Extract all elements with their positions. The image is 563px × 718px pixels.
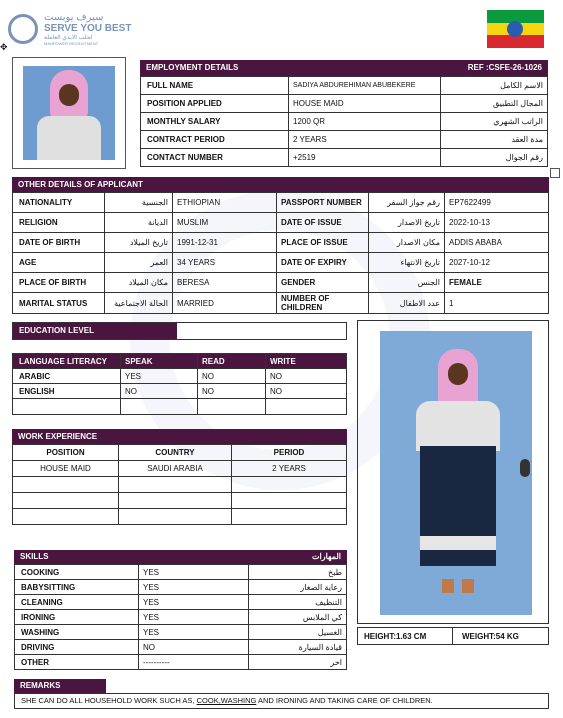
country-column-header: COUNTRY xyxy=(119,445,232,461)
other-v2-cell: EP7622499 xyxy=(445,193,549,213)
other-l1-cell: MARITAL STATUS xyxy=(13,293,105,314)
work-experience-section xyxy=(12,429,347,525)
other-a2-cell: مكان الاصدار xyxy=(369,233,445,253)
table-row xyxy=(15,625,347,640)
skills-header xyxy=(14,550,347,564)
other-l2-cell: NUMBER OF CHILDREN xyxy=(277,293,369,314)
skill-label: COOKING xyxy=(15,565,139,580)
other-l1-cell: AGE xyxy=(13,253,105,273)
table-row xyxy=(13,399,347,415)
education-section xyxy=(12,322,347,340)
other-l2-cell: PASSPORT NUMBER xyxy=(277,193,369,213)
other-a2-cell: رقم جواز السفر xyxy=(369,193,445,213)
table-row xyxy=(141,95,548,113)
full-body-photo-frame xyxy=(357,320,549,624)
position-label: POSITION APPLIED xyxy=(141,95,289,113)
table-row xyxy=(13,233,549,253)
employment-title: EMPLOYMENT DETAILS xyxy=(146,63,239,72)
remarks-section xyxy=(14,679,549,709)
language-header-row xyxy=(13,354,347,369)
work-experience-table xyxy=(12,444,347,525)
table-row xyxy=(13,293,549,314)
table-row xyxy=(15,655,347,670)
arabic-speak: YES xyxy=(121,369,198,384)
arabic-write: NO xyxy=(266,369,347,384)
skill-label: DRIVING xyxy=(15,640,139,655)
logo-arabic-name: سيرف يوبست xyxy=(44,12,104,23)
other-v1-cell: 34 YEARS xyxy=(173,253,277,273)
contact-label: CONTACT NUMBER xyxy=(141,149,289,167)
skill-value: NO xyxy=(139,640,249,655)
read-header: READ xyxy=(198,354,266,369)
remarks-text xyxy=(14,693,549,709)
skill-label: CLEANING xyxy=(15,595,139,610)
contact-value: +2519 xyxy=(289,149,441,167)
table-row xyxy=(15,565,347,580)
table-row xyxy=(141,113,548,131)
weight-value: WEIGHT:54 KG xyxy=(462,632,519,641)
work-country: SAUDI ARABIA xyxy=(119,461,232,477)
company-logo xyxy=(8,12,148,48)
other-v2-cell: 1 xyxy=(445,293,549,314)
skill-label: IRONING xyxy=(15,610,139,625)
portrait-photo-frame xyxy=(12,57,126,169)
other-a1-cell: العمر xyxy=(105,253,173,273)
skill-arabic: قيادة السيارة xyxy=(249,640,347,655)
other-details-header: OTHER DETAILS OF APPLICANT xyxy=(12,177,549,192)
other-l2-cell: DATE OF EXPIRY xyxy=(277,253,369,273)
skills-table xyxy=(14,564,347,670)
other-l2-cell: DATE OF ISSUE xyxy=(277,213,369,233)
period-column-header: PERIOD xyxy=(232,445,347,461)
remarks-text-before: SHE CAN DO ALL HOUSEHOLD WORK SUCH AS, xyxy=(21,696,197,705)
other-details-table xyxy=(12,192,549,314)
contract-value: 2 YEARS xyxy=(289,131,441,149)
skill-value: ---------- xyxy=(139,655,249,670)
logo-name: SERVE YOU BEST xyxy=(44,23,132,34)
logo-mark-icon xyxy=(8,14,38,44)
full-name-label: FULL NAME xyxy=(141,77,289,95)
table-row xyxy=(13,213,549,233)
measurements-bar xyxy=(357,627,549,645)
work-experience-header: WORK EXPERIENCE xyxy=(12,429,347,444)
other-v2-cell: 2022-10-13 xyxy=(445,213,549,233)
english-speak: NO xyxy=(121,384,198,399)
skill-label: WASHING xyxy=(15,625,139,640)
other-a2-cell: الجنس xyxy=(369,273,445,293)
skill-value: YES xyxy=(139,625,249,640)
education-header: EDUCATION LEVEL xyxy=(13,323,177,339)
table-row xyxy=(13,461,347,477)
position-value: HOUSE MAID xyxy=(289,95,441,113)
write-header: WRITE xyxy=(266,354,347,369)
skill-arabic: التنظيف xyxy=(249,595,347,610)
other-a2-cell: عدد الاطفال xyxy=(369,293,445,314)
language-table xyxy=(12,353,347,415)
full-name-value: SADIYA ABDUREHIMAN ABUBEKERE xyxy=(289,77,441,95)
portrait-photo xyxy=(23,66,115,160)
table-row xyxy=(141,77,548,95)
other-v1-cell: ETHIOPIAN xyxy=(173,193,277,213)
skill-value: YES xyxy=(139,580,249,595)
table-row xyxy=(13,273,549,293)
position-column-header: POSITION xyxy=(13,445,119,461)
other-a2-cell: تاريخ الانتهاء xyxy=(369,253,445,273)
move-handle-icon[interactable]: ✥ xyxy=(0,42,8,52)
work-header-row xyxy=(13,445,347,461)
speak-header: SPEAK xyxy=(121,354,198,369)
other-details-section xyxy=(12,177,549,314)
skill-value: YES xyxy=(139,565,249,580)
other-v2-cell: ADDIS ABABA xyxy=(445,233,549,253)
other-v2-cell: FEMALE xyxy=(445,273,549,293)
arabic-read: NO xyxy=(198,369,266,384)
table-row xyxy=(13,193,549,213)
table-row xyxy=(15,595,347,610)
table-row xyxy=(13,253,549,273)
employment-table xyxy=(140,76,548,167)
flag-emblem-icon xyxy=(507,21,523,37)
other-a1-cell: الديانة xyxy=(105,213,173,233)
skills-title: SKILLS xyxy=(20,552,49,561)
skill-label: OTHER xyxy=(15,655,139,670)
logo-tagline-arabic: لجلب الايدي العاملة xyxy=(44,35,93,41)
salary-label: MONTHLY SALARY xyxy=(141,113,289,131)
arabic-language-label: ARABIC xyxy=(13,369,121,384)
employment-header xyxy=(140,60,548,76)
other-a1-cell: مكان الميلاد xyxy=(105,273,173,293)
work-period: 2 YEARS xyxy=(232,461,347,477)
work-position: HOUSE MAID xyxy=(13,461,119,477)
skill-arabic: رعاية الصغار xyxy=(249,580,347,595)
table-row xyxy=(13,369,347,384)
table-row xyxy=(141,131,548,149)
salary-arabic: الراتب الشهري xyxy=(441,113,548,131)
skill-arabic: الغسيل xyxy=(249,625,347,640)
remarks-header: REMARKS xyxy=(14,679,106,693)
reference-number: REF :CSFE-26-1026 xyxy=(467,63,542,72)
skill-value: YES xyxy=(139,610,249,625)
table-row xyxy=(15,640,347,655)
skill-value: YES xyxy=(139,595,249,610)
other-a1-cell: تاريخ الميلاد xyxy=(105,233,173,253)
other-v1-cell: MUSLIM xyxy=(173,213,277,233)
other-l1-cell: PLACE OF BIRTH xyxy=(13,273,105,293)
height-value: HEIGHT:1.63 CM xyxy=(364,632,427,641)
table-row xyxy=(15,610,347,625)
other-v1-cell: MARRIED xyxy=(173,293,277,314)
skills-title-arabic: المهارات xyxy=(311,552,341,561)
language-literacy-header: LANGUAGE LITERACY xyxy=(13,354,121,369)
other-l2-cell: PLACE OF ISSUE xyxy=(277,233,369,253)
table-row xyxy=(15,580,347,595)
contract-arabic: مدة العقد xyxy=(441,131,548,149)
full-name-arabic: الاسم الكامل xyxy=(441,77,548,95)
english-language-label: ENGLISH xyxy=(13,384,121,399)
other-v1-cell: 1991-12-31 xyxy=(173,233,277,253)
logo-tagline: MANPOWER RECRUITMENT xyxy=(44,41,99,46)
table-row xyxy=(141,149,548,167)
ethiopia-flag xyxy=(487,10,544,48)
skill-arabic: كي الملابس xyxy=(249,610,347,625)
skills-section xyxy=(14,550,347,670)
remarks-text-after: AND IRONING AND TAKING CARE OF CHILDREN. xyxy=(256,696,433,705)
employment-details-section xyxy=(140,60,548,167)
other-l1-cell: RELIGION xyxy=(13,213,105,233)
other-v2-cell: 2027-10-12 xyxy=(445,253,549,273)
contract-label: CONTRACT PERIOD xyxy=(141,131,289,149)
other-a1-cell: الحالة الاجتماعية xyxy=(105,293,173,314)
position-arabic: المجال التطبيق xyxy=(441,95,548,113)
table-row xyxy=(13,384,347,399)
other-a2-cell: تاريخ الاصدار xyxy=(369,213,445,233)
other-l1-cell: DATE OF BIRTH xyxy=(13,233,105,253)
other-v1-cell: BERESA xyxy=(173,273,277,293)
remarks-text-underlined: COOK,WASHING xyxy=(196,696,257,705)
full-body-photo xyxy=(380,331,532,615)
skill-arabic: اخر xyxy=(249,655,347,670)
checkbox[interactable] xyxy=(550,168,560,178)
contact-arabic: رقم الجوال xyxy=(441,149,548,167)
english-read: NO xyxy=(198,384,266,399)
other-a1-cell: الجنسية xyxy=(105,193,173,213)
other-l2-cell: GENDER xyxy=(277,273,369,293)
salary-value: 1200 QR xyxy=(289,113,441,131)
photo-scroll-handle[interactable] xyxy=(520,459,530,477)
skill-label: BABYSITTING xyxy=(15,580,139,595)
other-l1-cell: NATIONALITY xyxy=(13,193,105,213)
skill-arabic: طبخ xyxy=(249,565,347,580)
english-write: NO xyxy=(266,384,347,399)
